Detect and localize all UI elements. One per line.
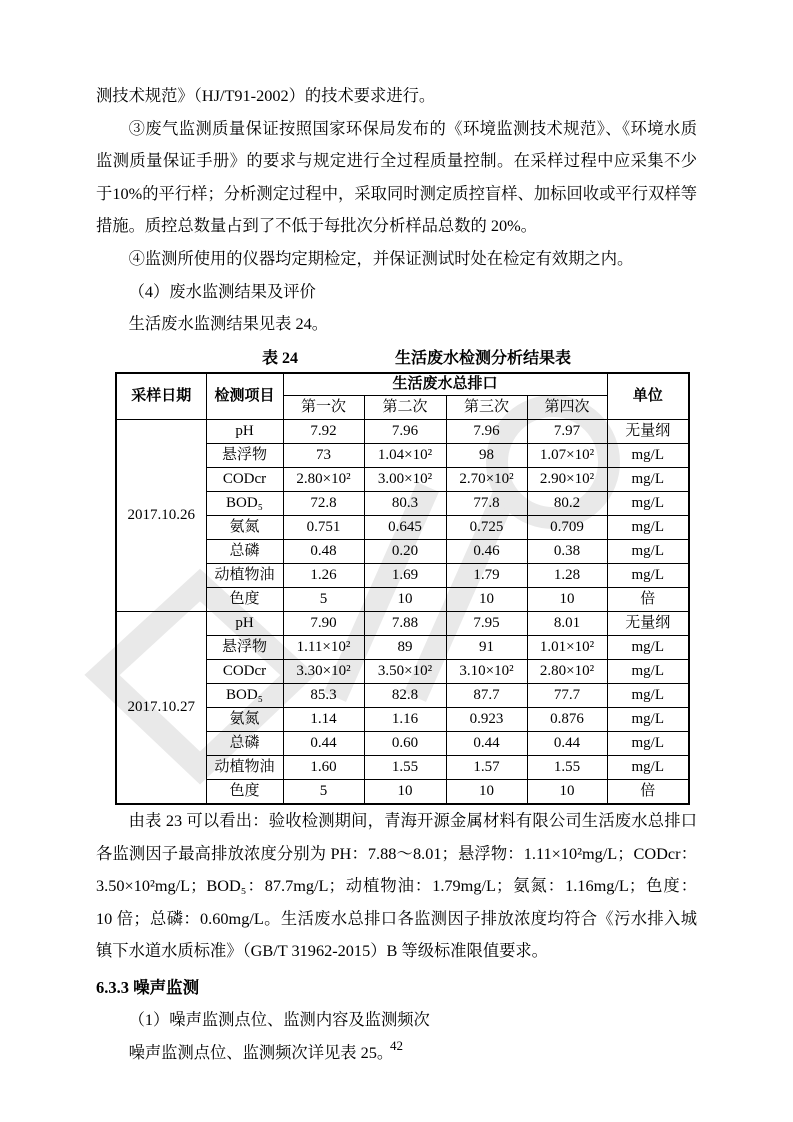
cell-run-4: 0.709 [527,515,607,539]
page-number: 42 [390,1038,403,1053]
cell-sample-date: 2017.10.26 [116,419,206,611]
cell-run-4: 1.28 [527,563,607,587]
cell-unit: mg/L [607,731,689,755]
cell-test-item: CODcr [206,659,283,683]
cell-run-3: 87.7 [446,683,527,707]
wastewater-results-table [115,372,690,805]
cell-run-1: 3.30×10² [283,659,364,683]
cell-run-2: 0.645 [364,515,446,539]
cell-run-1: 1.11×10² [283,635,364,659]
section-heading: 6.3.3 噪声监测 [96,977,200,997]
cell-test-item: 悬浮物 [206,443,283,467]
paragraph: 由表 23 可以看出：验收检测期间，青海开源金属材料有限公司生活废水总排口各监测因子最高排放浓度分别为 PH：7.88～8.01；悬浮物：1.11×10²mg/L；CODcr：3.50×10²mg/L；BOD₅：87.7mg/L；动植物油：1.79mg/L；氨氮：1.16mg/L；色度：10 倍；总磷：0.60mg/L。生活废水总排口各监测因子排放浓度均符合《污水排入城镇下水道水质标准》（GB/T 31962-2015）B 等级标准限值要求。 [96,810,697,961]
paragraph: 生活废水监测结果见表 24。 [128,314,329,334]
table-caption-title: 生活废水检测分析结果表 [395,349,572,367]
cell-test-item: 氨氮 [206,707,283,731]
cell-unit: 倍 [607,587,689,611]
cell-run-4: 10 [527,587,607,611]
cell-unit: mg/L [607,467,689,491]
document-body [96,80,697,1069]
cell-unit: mg/L [607,635,689,659]
cell-unit: mg/L [607,659,689,683]
header-outlet-group: 生活废水总排口 [283,373,607,396]
table-caption-label: 表 24 [262,349,299,367]
cell-test-item: pH [206,611,283,635]
header-run-1: 第一次 [283,395,364,419]
cell-run-4: 1.01×10² [527,635,607,659]
cell-sample-date: 2017.10.27 [116,611,206,804]
cell-test-item: 悬浮物 [206,635,283,659]
cell-run-2: 89 [364,635,446,659]
cell-run-4: 2.90×10² [527,467,607,491]
paragraph: ③废气监测质量保证按照国家环保局发布的《环境监测技术规范》、《环境水质监测质量保证手册》的要求与规定进行全过程质量控制。在采样过程中应采集不少于10%的平行样；分析测定过程中，采取同时测定质控盲样、加标回收或平行双样等措施。质控总数量占到了不低于每批次分析样品总数的 20%。 [96,118,697,236]
header-run-2: 第二次 [364,395,446,419]
cell-test-item: BOD₅ [206,491,283,515]
cell-run-2: 7.88 [364,611,446,635]
cell-run-2: 0.20 [364,539,446,563]
cell-run-3: 7.95 [446,611,527,635]
cell-run-4: 2.80×10² [527,659,607,683]
cell-unit: 无量纲 [607,419,689,443]
cell-run-2: 82.8 [364,683,446,707]
header-test-item: 检测项目 [206,373,283,420]
cell-run-3: 10 [446,587,527,611]
cell-run-1: 1.14 [283,707,364,731]
paragraph: （4）废水监测结果及评价 [128,281,316,301]
cell-run-4: 0.876 [527,707,607,731]
cell-test-item: pH [206,419,283,443]
cell-run-2: 1.55 [364,755,446,779]
cell-run-1: 5 [283,779,364,804]
cell-unit: mg/L [607,683,689,707]
cell-run-2: 0.60 [364,731,446,755]
cell-run-2: 80.3 [364,491,446,515]
cell-run-4: 1.07×10² [527,443,607,467]
cell-run-2: 1.16 [364,707,446,731]
cell-run-3: 91 [446,635,527,659]
cell-run-3: 0.46 [446,539,527,563]
cell-unit: mg/L [607,539,689,563]
cell-unit: mg/L [607,515,689,539]
cell-run-1: 7.92 [283,419,364,443]
cell-run-2: 10 [364,779,446,804]
paragraph: 噪声监测点位、监测频次详见表 25。 [128,1042,394,1062]
header-run-3: 第三次 [446,395,527,419]
table-caption [115,347,688,370]
cell-run-4: 80.2 [527,491,607,515]
cell-run-1: 1.60 [283,755,364,779]
cell-run-3: 7.96 [446,419,527,443]
table-row [116,611,689,635]
cell-test-item: 色度 [206,587,283,611]
cell-run-4: 77.7 [527,683,607,707]
cell-run-3: 2.70×10² [446,467,527,491]
cell-unit: mg/L [607,443,689,467]
cell-run-3: 1.57 [446,755,527,779]
cell-run-1: 0.751 [283,515,364,539]
cell-run-2: 1.04×10² [364,443,446,467]
paragraph: （1）噪声监测点位、监测内容及监测频次 [128,1009,430,1029]
cell-run-3: 98 [446,443,527,467]
cell-unit: 无量纲 [607,611,689,635]
cell-run-3: 0.923 [446,707,527,731]
cell-run-4: 0.44 [527,731,607,755]
header-sample-date: 采样日期 [116,373,206,420]
cell-run-3: 0.725 [446,515,527,539]
table-header-row [116,373,689,396]
cell-test-item: 总磷 [206,731,283,755]
cell-test-item: 动植物油 [206,755,283,779]
cell-test-item: 色度 [206,779,283,804]
cell-run-4: 0.38 [527,539,607,563]
cell-run-3: 3.10×10² [446,659,527,683]
table-row [116,419,689,443]
cell-run-2: 7.96 [364,419,446,443]
cell-run-3: 77.8 [446,491,527,515]
paragraph: ④监测所使用的仪器均定期检定，并保证测试时处在检定有效期之内。 [128,248,634,268]
cell-run-4: 10 [527,779,607,804]
cell-run-3: 1.79 [446,563,527,587]
cell-test-item: BOD₅ [206,683,283,707]
cell-run-2: 1.69 [364,563,446,587]
cell-test-item: 氨氮 [206,515,283,539]
cell-run-1: 0.44 [283,731,364,755]
cell-run-1: 2.80×10² [283,467,364,491]
cell-run-1: 72.8 [283,491,364,515]
cell-run-4: 7.97 [527,419,607,443]
cell-run-1: 0.48 [283,539,364,563]
cell-run-1: 85.3 [283,683,364,707]
cell-run-4: 1.55 [527,755,607,779]
cell-run-1: 7.90 [283,611,364,635]
cell-test-item: 总磷 [206,539,283,563]
cell-unit: 倍 [607,779,689,804]
cell-run-1: 5 [283,587,364,611]
cell-unit: mg/L [607,563,689,587]
paragraph: 测技术规范》（HJ/T91-2002）的技术要求进行。 [96,86,436,105]
header-unit: 单位 [607,373,689,420]
cell-run-1: 73 [283,443,364,467]
table-body [116,419,689,804]
cell-run-4: 8.01 [527,611,607,635]
cell-run-2: 10 [364,587,446,611]
cell-test-item: 动植物油 [206,563,283,587]
cell-unit: mg/L [607,491,689,515]
cell-run-3: 0.44 [446,731,527,755]
cell-run-3: 10 [446,779,527,804]
cell-run-1: 1.26 [283,563,364,587]
cell-run-2: 3.50×10² [364,659,446,683]
cell-test-item: CODcr [206,467,283,491]
cell-unit: mg/L [607,707,689,731]
cell-unit: mg/L [607,755,689,779]
cell-run-2: 3.00×10² [364,467,446,491]
header-run-4: 第四次 [527,395,607,419]
